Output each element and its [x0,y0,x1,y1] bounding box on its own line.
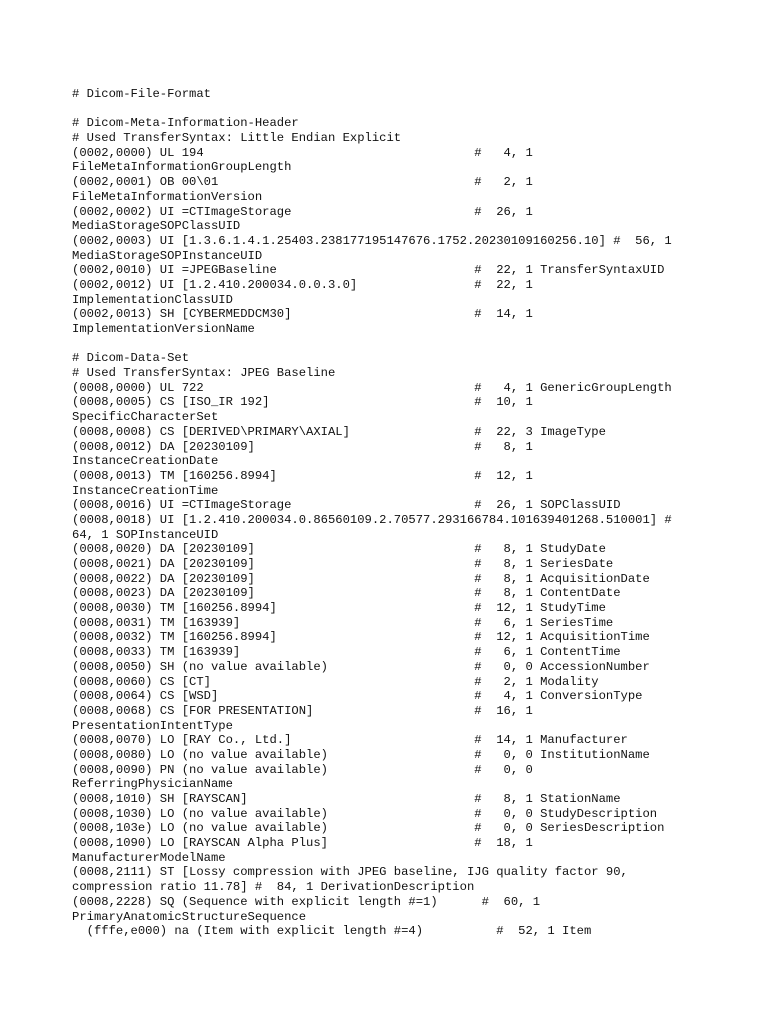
text-line: (0008,0013) TM [160256.8994] # 12, 1 [72,468,533,483]
text-line: PrimaryAnatomicStructureSequence [72,909,307,924]
text-line: (0008,0008) CS [DERIVED\PRIMARY\AXIAL] # 22, 3 ImageType [72,424,606,439]
text-line: # Dicom-Data-Set [72,351,190,366]
text-line: (0002,0013) SH [CYBERMEDDCM30] # 14, 1 [72,307,533,322]
text-line: (0008,1090) LO [RAYSCAN Alpha Plus] # 18, 1 [72,836,533,851]
text-line: (0008,0030) TM [160256.8994] # 12, 1 StudyTime [72,601,606,616]
text-line: (0008,0023) DA [20230109] # 8, 1 ContentDate [72,586,621,601]
text-line: (0002,0002) UI =CTImageStorage # 26, 1 [72,204,533,219]
text-line: (0002,0012) UI [1.2.410.200034.0.0.3.0] # 22, 1 [72,277,533,292]
text-line: # Dicom-File-Format [72,87,211,101]
text-line: MediaStorageSOPInstanceUID [72,248,263,263]
text-line: ManufacturerModelName [72,850,226,865]
text-line: ImplementationClassUID [72,292,233,307]
text-line: compression ratio 11.78] # 84, 1 DerivationDescription [72,880,475,895]
text-line: (0002,0001) OB 00\01 # 2, 1 [72,175,533,190]
text-line: (0008,0080) LO (no value available) # 0, 0 InstitutionName [72,747,650,762]
text-line: (0008,0000) UL 722 # 4, 1 GenericGroupLength [72,380,672,395]
text-line: (0008,0068) CS [FOR PRESENTATION] # 16, 1 [72,703,533,718]
text-line: PresentationIntentType [72,718,233,733]
text-line [72,337,752,352]
text-line: (0008,0050) SH (no value available) # 0, 0 AccessionNumber [72,659,650,674]
text-line: # Used TransferSyntax: Little Endian Explicit [72,131,402,146]
text-line: (0008,0064) CS [WSD] # 4, 1 ConversionType [72,689,643,704]
text-line: 64, 1 SOPInstanceUID [72,527,219,542]
text-line: (0008,2228) SQ (Sequence with explicit length #=1) # 60, 1 [72,894,541,909]
text-line: (0002,0000) UL 194 # 4, 1 [72,145,533,160]
text-line: FileMetaInformationVersion [72,189,263,204]
text-line: (0008,0021) DA [20230109] # 8, 1 SeriesDate [72,557,614,571]
text-line: (0008,0022) DA [20230109] # 8, 1 AcquisitionDate [72,571,650,586]
text-line: (0008,0033) TM [163939] # 6, 1 ContentTime [72,645,621,660]
text-line: (0008,0032) TM [160256.8994] # 12, 1 AcquisitionTime [72,630,650,645]
text-line: (0008,0016) UI =CTImageStorage # 26, 1 SOPClassUID [72,498,621,513]
text-line: (0008,0070) LO [RAY Co., Ltd.] # 14, 1 Manufacturer [72,733,628,748]
text-line: (0008,103e) LO (no value available) # 0, 0 SeriesDescription [72,821,665,836]
text-line: (0008,0060) CS [CT] # 2, 1 Modality [72,674,599,689]
text-line: (0008,0031) TM [163939] # 6, 1 SeriesTime [72,615,614,630]
text-line: MediaStorageSOPClassUID [72,219,241,234]
text-line: (0008,0020) DA [20230109] # 8, 1 StudyDate [72,542,606,557]
text-line [72,102,752,117]
text-line: FileMetaInformationGroupLength [72,160,292,175]
text-line: (0008,1030) LO (no value available) # 0, 0 StudyDescription [72,806,658,821]
text-line: (0008,0090) PN (no value available) # 0, 0 [72,762,533,777]
text-line: (0002,0003) UI [1.3.6.1.4.1.25403.238177195147676.1752.20230109160256.10] # 56, 1 [72,233,672,248]
dicom-dump-document [72,87,752,939]
text-line: ImplementationVersionName [72,322,255,336]
text-line: (0008,0012) DA [20230109] # 8, 1 [72,439,533,454]
text-line: (0008,2111) ST [Lossy compression with JPEG baseline, IJG quality factor 90, [72,865,628,880]
text-line: # Dicom-Meta-Information-Header [72,116,299,131]
text-line: InstanceCreationTime [72,483,219,498]
text-line: InstanceCreationDate [72,454,219,469]
text-line: (0002,0010) UI =JPEGBaseline # 22, 1 TransferSyntaxUID [72,263,665,278]
text-line: (0008,1010) SH [RAYSCAN] # 8, 1 StationName [72,792,621,806]
text-line: # Used TransferSyntax: JPEG Baseline [72,366,336,381]
text-line: (0008,0018) UI [1.2.410.200034.0.86560109.2.70577.293166784.101639401268.510001] # [72,512,672,527]
text-line: ReferringPhysicianName [72,777,233,792]
text-line: SpecificCharacterSet [72,410,219,425]
text-line: (fffe,e000) na (Item with explicit length #=4) # 52, 1 Item [72,924,592,939]
text-line: (0008,0005) CS [ISO_IR 192] # 10, 1 [72,395,533,410]
